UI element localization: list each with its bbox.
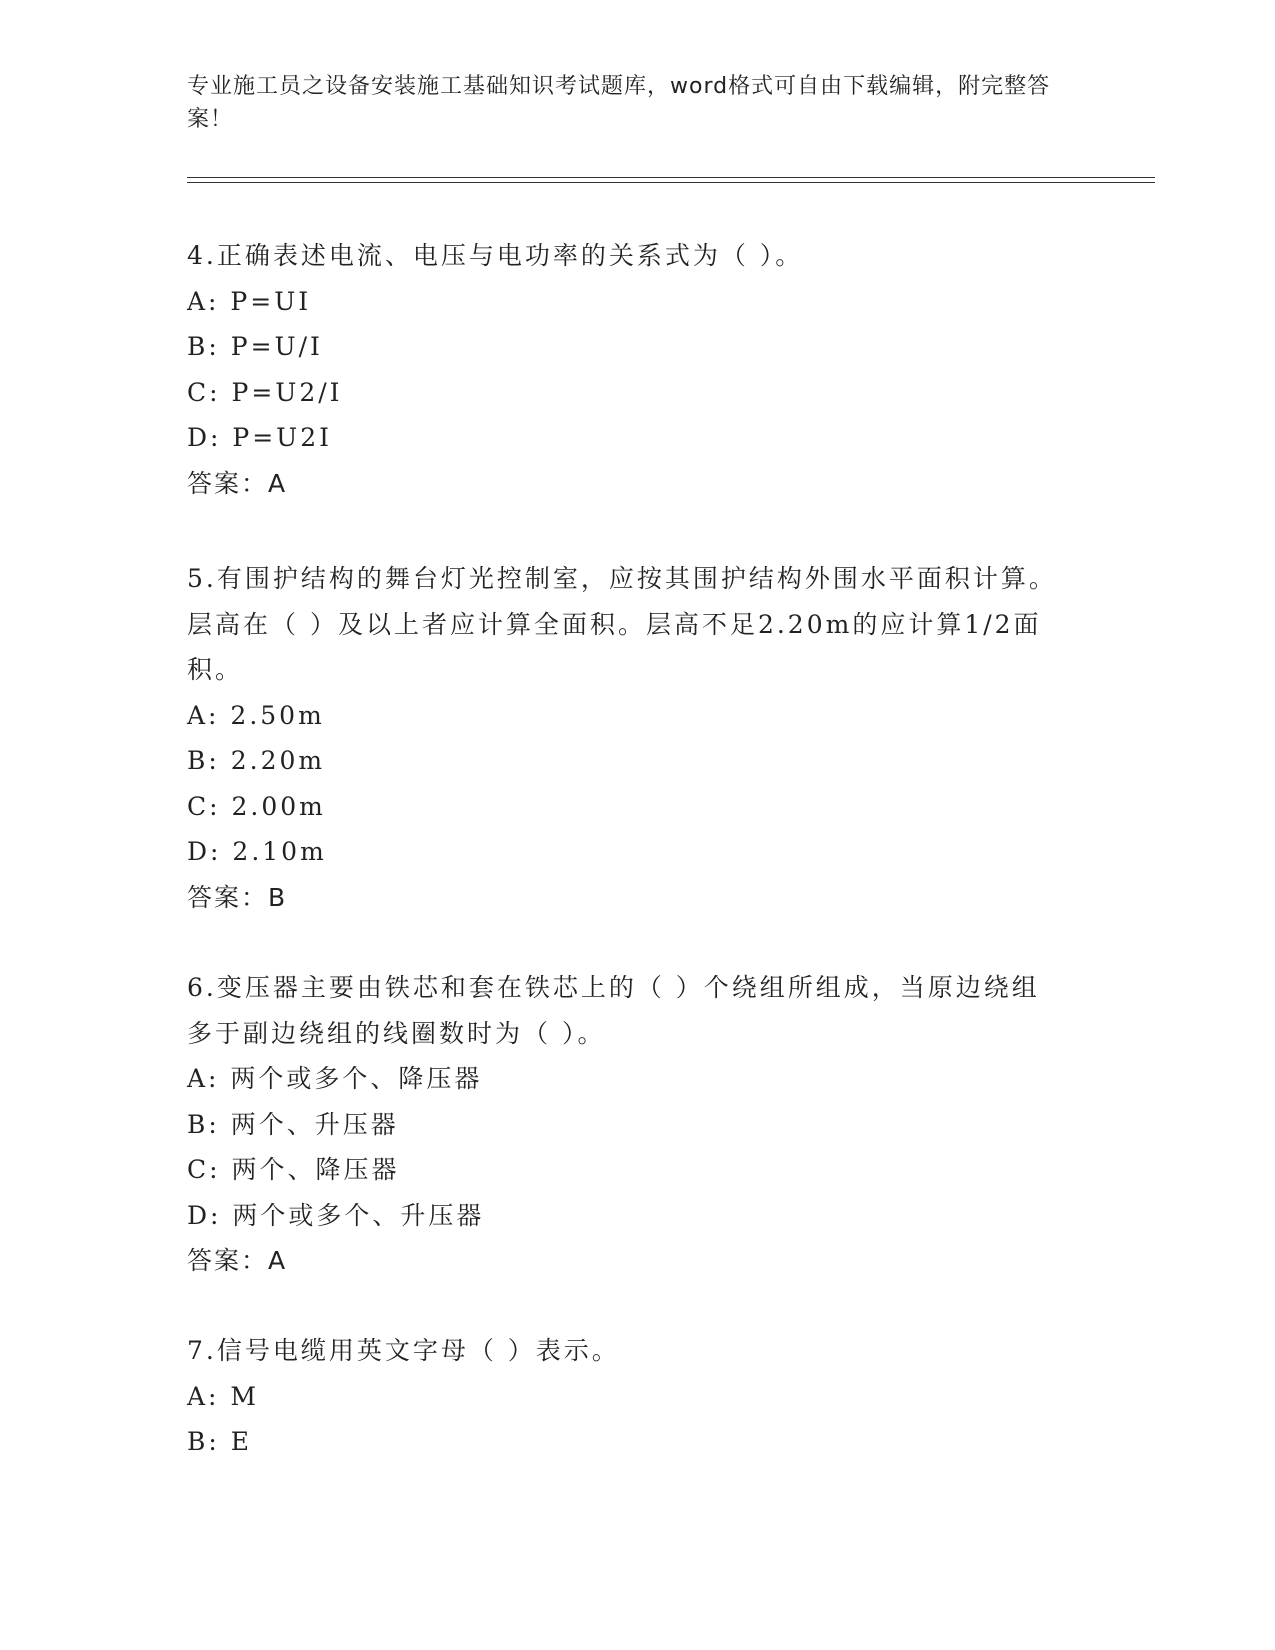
question-stem: 7.信号电缆用英文字母（ ）表示。: [187, 1336, 620, 1365]
question-stem: 6.变压器主要由铁芯和套在铁芯上的（ ）个绕组所组成，当原边绕组多于副边绕组的线圈数时为（ ）。: [187, 973, 1040, 1048]
option-b: B: E: [187, 1427, 252, 1456]
option-a: A: 2.50m: [187, 700, 325, 730]
document-header: 专业施工员之设备安装施工基础知识考试题库，word格式可自由下载编辑，附完整答案！: [187, 74, 1051, 132]
option-b: B: 两个、升压器: [187, 1109, 399, 1139]
option-a: A: M: [187, 1381, 260, 1411]
question-4: [187, 233, 1067, 506]
answer: 答案：A: [187, 468, 288, 498]
option-c: C: P=U2/I: [187, 377, 343, 407]
option-b: B: 2.20m: [187, 746, 326, 775]
question-7: [187, 1328, 1067, 1465]
option-d: D: 2.10m: [187, 837, 327, 866]
option-b: B: P=U/I: [187, 332, 323, 361]
question-stem: 5.有围护结构的舞台灯光控制室，应按其围护结构外围水平面积计算。层高在（ ）及以上者应计算全面积。层高不足2.20m的应计算1/2面积。: [187, 564, 1057, 684]
question-5: [187, 556, 1067, 920]
option-d: D: 两个或多个、升压器: [187, 1200, 485, 1230]
option-a: A: P=UI: [187, 286, 312, 316]
header-divider-bottom: [187, 182, 1155, 183]
answer: 答案：B: [187, 882, 288, 912]
header-divider-top: [187, 177, 1155, 178]
question-stem: 4.正确表述电流、电压与电功率的关系式为（ ）。: [187, 241, 804, 270]
answer: 答案：A: [187, 1246, 288, 1275]
option-c: C: 两个、降压器: [187, 1155, 400, 1184]
option-d: D: P=U2I: [187, 423, 333, 452]
option-c: C: 2.00m: [187, 791, 326, 821]
option-a: A: 两个或多个、降压器: [187, 1064, 483, 1093]
question-6: [187, 965, 1067, 1284]
